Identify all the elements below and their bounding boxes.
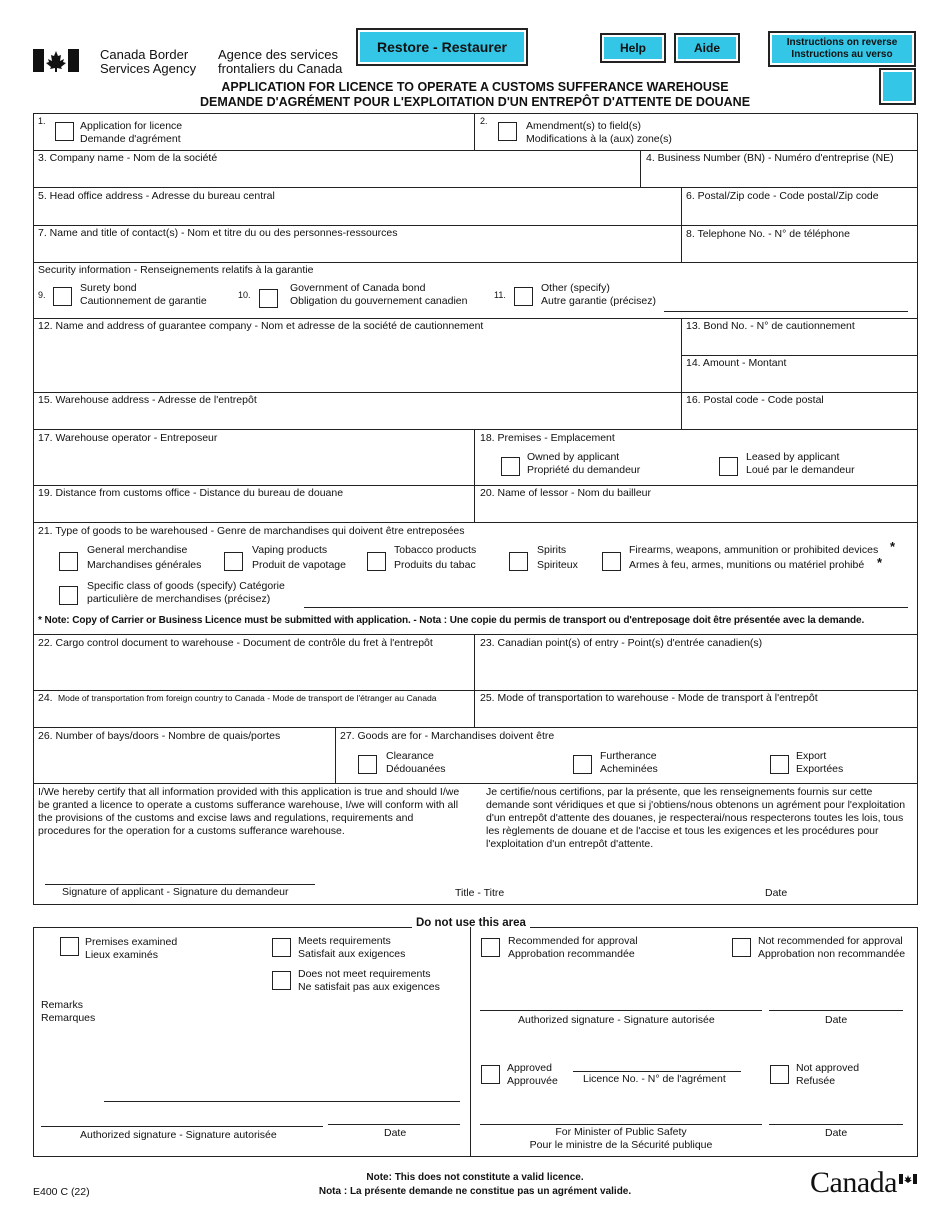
- field-1-number: 1.: [38, 116, 46, 126]
- export-checkbox[interactable]: [770, 755, 789, 774]
- distance-label: 19. Distance from customs office - Distance du bureau de douane: [38, 487, 344, 499]
- other-guarantee-label: Other (specify) Autre garantie (précisez): [541, 282, 656, 307]
- authorized-signature-line-right[interactable]: [480, 1010, 762, 1011]
- agency-name-en: Canada Border Services Agency: [100, 47, 197, 76]
- applicant-signature-label: Signature of applicant - Signature du demandeur: [62, 886, 289, 898]
- help-button[interactable]: Help: [602, 35, 664, 61]
- surety-bond-checkbox[interactable]: [53, 287, 72, 306]
- approved-checkbox[interactable]: [481, 1065, 500, 1084]
- not-recommended-checkbox[interactable]: [732, 938, 751, 957]
- field-1-label: Application for licence Demande d'agrément: [80, 120, 183, 145]
- cargo-control-label: 22. Cargo control document to warehouse - Document de contrôle du fret à l'entrepôt: [38, 637, 433, 649]
- premises-examined-label: Premises examined Lieux examinés: [85, 936, 178, 961]
- not-meet-requirements-checkbox[interactable]: [272, 971, 291, 990]
- lessor-label: 20. Name of lessor - Nom du bailleur: [480, 487, 651, 499]
- date-label-right-2: Date: [825, 1127, 848, 1139]
- bays-doors-label: 26. Number of bays/doors - Nombre de quais/portes: [38, 730, 281, 742]
- recommended-label: Recommended for approval Approbation recommandée: [508, 935, 638, 960]
- not-approved-label: Not approved Refusée: [796, 1062, 860, 1087]
- do-not-use-heading: Do not use this area: [412, 917, 530, 931]
- certification-fr: Je certifie/nous certifions, par la présente, que les renseignements fournis sur cette demande sont véridiques et que si j'obtiens/nous obtenons un agrément pour l'exploitation d'un entrepôt d'attente des douanes, je respecterai/nous respecterons toutes les lois, tous les règlements de douane et de l'accise et tous les exigences et les procédures pour l'exploitation d'un entrepôt d'attente.: [486, 786, 906, 850]
- restore-button[interactable]: Restore - Restaurer: [358, 30, 526, 64]
- footer-note-en: Note: This does not constitute a valid licence.: [366, 1172, 584, 1183]
- government-bond-checkbox[interactable]: [259, 289, 278, 308]
- date-label: Date: [765, 887, 788, 899]
- applicant-signature-line[interactable]: [45, 884, 315, 885]
- canada-flag-icon: [33, 49, 79, 72]
- firearms-checkbox[interactable]: [602, 552, 621, 571]
- leased-checkbox[interactable]: [719, 457, 738, 476]
- date-line-right-1[interactable]: [769, 1010, 903, 1011]
- date-label-right-1: Date: [825, 1014, 848, 1026]
- licence-note: * Note: Copy of Carrier or Business Licence must be submitted with application. - Nota : Une copie du permis de transport ou d'entreposage doit être présentée avec la demande.: [38, 615, 865, 626]
- field-24-number: 24.: [38, 692, 53, 704]
- amendment-checkbox[interactable]: [498, 122, 517, 141]
- approved-label: Approved Approuvée: [507, 1062, 558, 1087]
- meets-requirements-label: Meets requirements Satisfait aux exigences: [298, 935, 406, 960]
- form-number: E400 C (22): [33, 1186, 90, 1198]
- title-label: Title - Titre: [455, 887, 505, 899]
- specific-class-label: Specific class of goods (specify) Catégorie particulière de merchandises (précisez): [87, 580, 285, 605]
- specific-class-checkbox[interactable]: [59, 586, 78, 605]
- spirits-checkbox[interactable]: [509, 552, 528, 571]
- business-number-label: 4. Business Number (BN) - Numéro d'entreprise (NE): [646, 152, 894, 164]
- point-of-entry-label: 23. Canadian point(s) of entry - Point(s) d'entrée canadien(s): [480, 637, 763, 649]
- licence-number-line[interactable]: [573, 1071, 741, 1072]
- other-specify-line[interactable]: [664, 311, 908, 312]
- agency-name-fr: Agence des services frontaliers du Canada: [218, 47, 343, 76]
- amount-label: 14. Amount - Montant: [686, 357, 787, 369]
- owned-label: Owned by applicant Propriété du demandeur: [527, 451, 641, 476]
- form-title-fr: DEMANDE D'AGRÉMENT POUR L'EXPLOITATION D'UN ENTREPÔT D'ATTENTE DE DOUANE: [199, 95, 751, 109]
- clearance-checkbox[interactable]: [358, 755, 377, 774]
- contact-label: 7. Name and title of contact(s) - Nom et titre du ou des personnes-ressources: [38, 227, 398, 239]
- asterisk-2: *: [877, 555, 883, 570]
- application-checkbox[interactable]: [55, 122, 74, 141]
- field-2-label: Amendment(s) to field(s) Modifications à la (aux) zone(s): [526, 120, 672, 145]
- field-2-number: 2.: [480, 116, 488, 126]
- general-merchandise-checkbox[interactable]: [59, 552, 78, 571]
- warehouse-address-label: 15. Warehouse address - Adresse de l'entrepôt: [38, 394, 257, 406]
- field-9-number: 9.: [38, 290, 46, 300]
- furtherance-label: Furtherance Acheminées: [600, 750, 658, 775]
- leased-label: Leased by applicant Loué par le demandeur: [746, 451, 855, 476]
- field-10-number: 10.: [238, 290, 251, 300]
- government-bond-label: Government of Canada bond Obligation du gouvernement canadien: [290, 282, 468, 307]
- certification-en: I/We hereby certify that all information provided with this application is true and should I/we be granted a licence to operate a customs sufferance warehouse, I/we will conform with all the provisions of the customs and excise laws and regulations, requirements and procedures for the operation for a customs sufferance warehouse.: [38, 786, 460, 837]
- office-date-label-left: Date: [384, 1127, 407, 1139]
- goods-for-label: 27. Goods are for - Marchandises doivent être: [340, 730, 555, 742]
- premises-examined-checkbox[interactable]: [60, 937, 79, 956]
- postal-zip-label: 6. Postal/Zip code - Code postal/Zip code: [686, 190, 879, 202]
- security-info-label: Security information - Renseignements relatifs à la garantie: [38, 264, 314, 276]
- foreign-transport-label: Mode of transportation from foreign country to Canada - Mode de transport de l'étranger au Canada: [58, 693, 437, 703]
- not-meet-requirements-label: Does not meet requirements Ne satisfait pas aux exigences: [298, 968, 440, 993]
- field-11-number: 11.: [494, 290, 506, 300]
- instructions-button[interactable]: Instructions on reverse Instructions au verso: [770, 33, 914, 65]
- office-use-frame: [33, 927, 918, 1157]
- telephone-label: 8. Telephone No. - N° de téléphone: [686, 228, 850, 240]
- tobacco-label: Tobacco products Produits du tabac: [394, 544, 477, 571]
- bond-number-label: 13. Bond No. - N° de cautionnement: [686, 320, 855, 332]
- vaping-checkbox[interactable]: [224, 552, 243, 571]
- postal-code-label: 16. Postal code - Code postal: [686, 394, 824, 406]
- licence-number-label: Licence No. - N° de l'agrément: [583, 1073, 726, 1085]
- footer-note-fr: Nota : La présente demande ne constitue pas un agrément valide.: [318, 1186, 632, 1197]
- spirits-label: Spirits Spiriteux: [537, 544, 578, 571]
- general-merchandise-label: General merchandise Marchandises générales: [87, 544, 202, 571]
- meets-requirements-checkbox[interactable]: [272, 938, 291, 957]
- remarks-line[interactable]: [104, 1101, 460, 1102]
- minister-signature-line[interactable]: [480, 1124, 762, 1125]
- company-name-label: 3. Company name - Nom de la société: [38, 152, 218, 164]
- owned-checkbox[interactable]: [501, 457, 520, 476]
- remarks-label: Remarks Remarques: [41, 999, 96, 1024]
- form-title-en: APPLICATION FOR LICENCE TO OPERATE A CUSTOMS SUFFERANCE WAREHOUSE: [221, 80, 729, 94]
- aide-button[interactable]: Aide: [676, 35, 738, 61]
- recommended-checkbox[interactable]: [481, 938, 500, 957]
- warehouse-transport-label: 25. Mode of transportation to warehouse - Mode de transport à l'entrepôt: [480, 692, 818, 704]
- guarantee-company-label: 12. Name and address of guarantee company - Nom et adresse de la société de cautionnement: [38, 320, 484, 332]
- export-label: Export Exportées: [796, 750, 844, 775]
- firearms-label: Firearms, weapons, ammunition or prohibited devices Armes à feu, armes, munitions ou matériel prohibé: [629, 544, 879, 571]
- head-office-label: 5. Head office address - Adresse du bureau central: [38, 190, 275, 202]
- authorized-signature-label-right: Authorized signature - Signature autorisée: [518, 1014, 715, 1026]
- tobacco-checkbox[interactable]: [367, 552, 386, 571]
- other-guarantee-checkbox[interactable]: [514, 287, 533, 306]
- date-line-right-2[interactable]: [769, 1124, 903, 1125]
- surety-bond-label: Surety bond Cautionnement de garantie: [80, 282, 207, 307]
- clearance-label: Clearance Dédouanées: [386, 750, 446, 775]
- canada-wordmark: Canada: [810, 1166, 897, 1199]
- premises-label: 18. Premises - Emplacement: [480, 432, 615, 444]
- wordmark-flag-icon: [899, 1174, 917, 1184]
- office-auth-signature-line[interactable]: [41, 1126, 323, 1127]
- furtherance-checkbox[interactable]: [573, 755, 592, 774]
- warehouse-operator-label: 17. Warehouse operator - Entreposeur: [38, 432, 218, 444]
- specific-class-line[interactable]: [304, 607, 908, 608]
- minister-label: For Minister of Public Safety Pour le ministre de la Sécurité publique: [529, 1126, 713, 1151]
- not-approved-checkbox[interactable]: [770, 1065, 789, 1084]
- asterisk-1: *: [890, 539, 896, 554]
- not-recommended-label: Not recommended for approval Approbation non recommandée: [758, 935, 906, 960]
- office-auth-signature-label: Authorized signature - Signature autorisée: [80, 1129, 277, 1141]
- goods-type-label: 21. Type of goods to be warehoused - Genre de marchandises qui doivent être entreposées: [38, 525, 465, 537]
- vaping-label: Vaping products Produit de vapotage: [252, 544, 346, 571]
- office-date-line-left[interactable]: [328, 1124, 460, 1125]
